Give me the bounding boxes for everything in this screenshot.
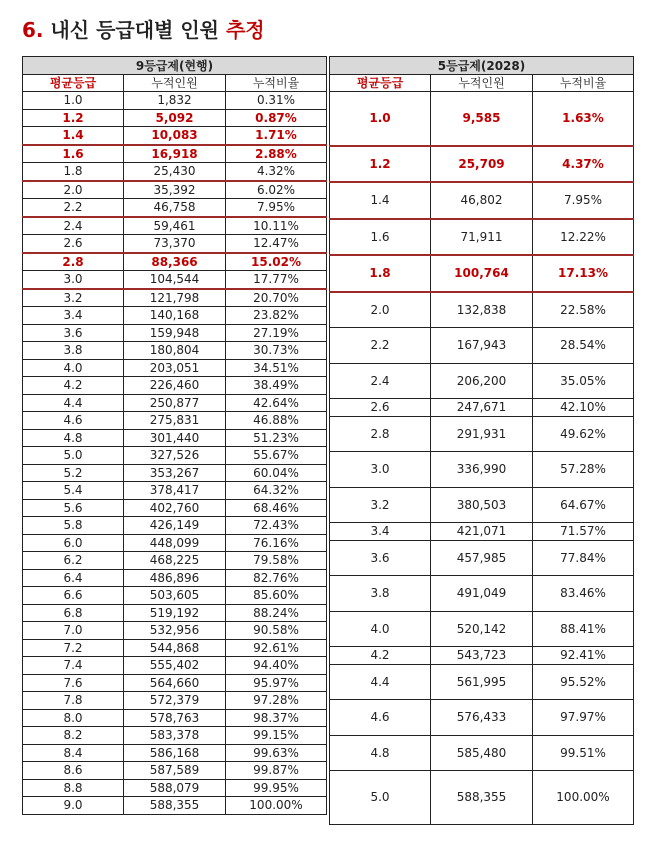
cell-count: 59,461 <box>124 217 226 235</box>
cell-count: 275,831 <box>124 412 226 430</box>
cell-count: 5,092 <box>124 109 226 127</box>
table-row <box>330 664 634 700</box>
cell-grade: 1.8 <box>23 163 124 181</box>
cell-grade: 5.0 <box>23 447 124 465</box>
table-row <box>23 324 327 342</box>
cell-grade: 2.4 <box>23 217 124 235</box>
cell-grade: 6.4 <box>23 569 124 587</box>
cell-count: 291,931 <box>431 416 533 452</box>
cell-ratio: 6.02% <box>226 181 327 199</box>
section-number: 6. <box>22 18 44 42</box>
cell-count: 167,943 <box>431 328 533 364</box>
cell-ratio: 12.47% <box>226 235 327 253</box>
table-row <box>23 674 327 692</box>
cell-grade: 7.4 <box>23 657 124 675</box>
table-row <box>330 540 634 576</box>
table-row <box>23 447 327 465</box>
table-row <box>23 552 327 570</box>
cell-grade: 7.2 <box>23 639 124 657</box>
cell-ratio: 71.57% <box>533 523 634 541</box>
table-row <box>23 744 327 762</box>
cell-count: 1,832 <box>124 92 226 110</box>
cell-ratio: 46.88% <box>226 412 327 430</box>
cell-ratio: 100.00% <box>533 771 634 825</box>
cell-grade: 4.6 <box>23 412 124 430</box>
table-row <box>23 517 327 535</box>
cell-count: 16,918 <box>124 145 226 163</box>
table-row <box>23 499 327 517</box>
cell-ratio: 97.97% <box>533 700 634 736</box>
table-row <box>23 307 327 325</box>
five-grade-table-body <box>330 92 634 825</box>
table-row <box>330 292 634 328</box>
cell-ratio: 57.28% <box>533 452 634 488</box>
cell-ratio: 100.00% <box>226 797 327 815</box>
col-header-grade: 평균등급 <box>23 75 124 92</box>
table-row <box>23 394 327 412</box>
cell-grade: 2.8 <box>330 416 431 452</box>
cell-count: 583,378 <box>124 727 226 745</box>
cell-count: 544,868 <box>124 639 226 657</box>
cell-ratio: 68.46% <box>226 499 327 517</box>
table-row <box>330 146 634 183</box>
five-grade-table <box>329 56 634 825</box>
cell-count: 426,149 <box>124 517 226 535</box>
cell-ratio: 60.04% <box>226 464 327 482</box>
cell-count: 25,430 <box>124 163 226 181</box>
cell-grade: 5.4 <box>23 482 124 500</box>
cell-count: 588,079 <box>124 779 226 797</box>
nine-grade-group-header: 9등급제(현행) <box>23 57 327 75</box>
cell-ratio: 72.43% <box>226 517 327 535</box>
table-row <box>23 145 327 163</box>
cell-count: 100,764 <box>431 255 533 292</box>
cell-grade: 4.2 <box>330 647 431 665</box>
section-title-highlight: 추정 <box>225 18 265 42</box>
table-row <box>330 700 634 736</box>
cell-grade: 5.8 <box>23 517 124 535</box>
cell-count: 578,763 <box>124 709 226 727</box>
table-row <box>23 604 327 622</box>
cell-ratio: 99.87% <box>226 762 327 780</box>
cell-grade: 1.2 <box>330 146 431 183</box>
cell-grade: 6.2 <box>23 552 124 570</box>
cell-count: 180,804 <box>124 342 226 360</box>
cell-count: 380,503 <box>431 487 533 523</box>
table-row <box>330 647 634 665</box>
cell-count: 520,142 <box>431 611 533 647</box>
cell-grade: 1.4 <box>330 182 431 219</box>
table-row <box>23 639 327 657</box>
table-row <box>23 482 327 500</box>
cell-ratio: 95.97% <box>226 674 327 692</box>
cell-grade: 3.4 <box>23 307 124 325</box>
cell-ratio: 12.22% <box>533 219 634 256</box>
cell-count: 226,460 <box>124 377 226 395</box>
cell-grade: 1.4 <box>23 127 124 145</box>
table-row <box>23 163 327 181</box>
cell-count: 203,051 <box>124 359 226 377</box>
cell-grade: 6.8 <box>23 604 124 622</box>
cell-grade: 3.8 <box>23 342 124 360</box>
five-grade-group-header: 5등급제(2028) <box>330 57 634 75</box>
cell-count: 25,709 <box>431 146 533 183</box>
cell-count: 572,379 <box>124 692 226 710</box>
col-header-count: 누적인원 <box>431 75 533 92</box>
cell-count: 576,433 <box>431 700 533 736</box>
cell-count: 140,168 <box>124 307 226 325</box>
cell-count: 327,526 <box>124 447 226 465</box>
cell-grade: 8.0 <box>23 709 124 727</box>
cell-ratio: 17.77% <box>226 271 327 289</box>
table-row <box>23 622 327 640</box>
cell-ratio: 82.76% <box>226 569 327 587</box>
cell-ratio: 99.63% <box>226 744 327 762</box>
page-title <box>22 14 265 43</box>
cell-grade: 3.0 <box>23 271 124 289</box>
cell-grade: 3.2 <box>330 487 431 523</box>
cell-grade: 4.8 <box>330 735 431 771</box>
cell-grade: 1.2 <box>23 109 124 127</box>
cell-count: 9,585 <box>431 92 533 146</box>
cell-grade: 1.6 <box>330 219 431 256</box>
cell-count: 564,660 <box>124 674 226 692</box>
cell-grade: 3.0 <box>330 452 431 488</box>
table-row <box>23 534 327 552</box>
cell-count: 532,956 <box>124 622 226 640</box>
cell-count: 519,192 <box>124 604 226 622</box>
cell-grade: 3.6 <box>23 324 124 342</box>
table-row <box>330 363 634 399</box>
cell-grade: 8.2 <box>23 727 124 745</box>
cell-grade: 5.2 <box>23 464 124 482</box>
cell-grade: 4.0 <box>23 359 124 377</box>
cell-grade: 7.0 <box>23 622 124 640</box>
cell-grade: 2.4 <box>330 363 431 399</box>
cell-count: 378,417 <box>124 482 226 500</box>
table-row <box>23 199 327 217</box>
cell-ratio: 99.95% <box>226 779 327 797</box>
cell-ratio: 76.16% <box>226 534 327 552</box>
cell-grade: 4.6 <box>330 700 431 736</box>
table-row <box>330 92 634 146</box>
cell-count: 88,366 <box>124 253 226 271</box>
cell-ratio: 64.67% <box>533 487 634 523</box>
table-row <box>23 289 327 307</box>
cell-count: 71,911 <box>431 219 533 256</box>
cell-count: 121,798 <box>124 289 226 307</box>
cell-grade: 2.0 <box>23 181 124 199</box>
cell-grade: 8.8 <box>23 779 124 797</box>
cell-ratio: 0.31% <box>226 92 327 110</box>
cell-ratio: 35.05% <box>533 363 634 399</box>
cell-ratio: 1.63% <box>533 92 634 146</box>
cell-count: 448,099 <box>124 534 226 552</box>
cell-count: 10,083 <box>124 127 226 145</box>
cell-ratio: 23.82% <box>226 307 327 325</box>
cell-grade: 5.6 <box>23 499 124 517</box>
table-row <box>330 452 634 488</box>
table-row <box>23 127 327 145</box>
cell-ratio: 28.54% <box>533 328 634 364</box>
cell-count: 585,480 <box>431 735 533 771</box>
table-row <box>330 771 634 825</box>
cell-ratio: 99.15% <box>226 727 327 745</box>
cell-count: 159,948 <box>124 324 226 342</box>
cell-ratio: 99.51% <box>533 735 634 771</box>
table-row <box>23 109 327 127</box>
cell-grade: 2.8 <box>23 253 124 271</box>
cell-ratio: 88.41% <box>533 611 634 647</box>
cell-ratio: 34.51% <box>226 359 327 377</box>
cell-count: 555,402 <box>124 657 226 675</box>
cell-grade: 1.6 <box>23 145 124 163</box>
cell-count: 35,392 <box>124 181 226 199</box>
cell-grade: 8.6 <box>23 762 124 780</box>
cell-ratio: 55.67% <box>226 447 327 465</box>
cell-ratio: 51.23% <box>226 429 327 447</box>
table-row <box>23 797 327 815</box>
cell-ratio: 15.02% <box>226 253 327 271</box>
col-header-ratio: 누적비율 <box>226 75 327 92</box>
cell-ratio: 42.10% <box>533 399 634 417</box>
cell-ratio: 95.52% <box>533 664 634 700</box>
cell-count: 336,990 <box>431 452 533 488</box>
table-row <box>23 271 327 289</box>
cell-count: 486,896 <box>124 569 226 587</box>
cell-ratio: 2.88% <box>226 145 327 163</box>
cell-grade: 7.6 <box>23 674 124 692</box>
cell-grade: 2.6 <box>330 399 431 417</box>
cell-ratio: 17.13% <box>533 255 634 292</box>
cell-ratio: 83.46% <box>533 576 634 612</box>
table-row <box>23 181 327 199</box>
cell-ratio: 4.32% <box>226 163 327 181</box>
cell-grade: 5.0 <box>330 771 431 825</box>
cell-count: 588,355 <box>124 797 226 815</box>
cell-grade: 4.4 <box>23 394 124 412</box>
cell-grade: 2.2 <box>23 199 124 217</box>
cell-count: 206,200 <box>431 363 533 399</box>
cell-ratio: 42.64% <box>226 394 327 412</box>
cell-ratio: 97.28% <box>226 692 327 710</box>
table-row <box>23 217 327 235</box>
col-header-count: 누적인원 <box>124 75 226 92</box>
cell-count: 543,723 <box>431 647 533 665</box>
cell-ratio: 0.87% <box>226 109 327 127</box>
cell-ratio: 94.40% <box>226 657 327 675</box>
nine-grade-table <box>22 56 327 815</box>
table-row <box>330 328 634 364</box>
cell-grade: 8.4 <box>23 744 124 762</box>
table-row <box>23 762 327 780</box>
cell-grade: 2.0 <box>330 292 431 328</box>
table-row <box>23 779 327 797</box>
cell-grade: 4.2 <box>23 377 124 395</box>
cell-ratio: 7.95% <box>226 199 327 217</box>
table-row <box>23 727 327 745</box>
cell-grade: 4.8 <box>23 429 124 447</box>
cell-count: 73,370 <box>124 235 226 253</box>
cell-grade: 1.0 <box>330 92 431 146</box>
cell-count: 561,995 <box>431 664 533 700</box>
cell-ratio: 38.49% <box>226 377 327 395</box>
cell-count: 586,168 <box>124 744 226 762</box>
cell-count: 503,605 <box>124 587 226 605</box>
cell-count: 104,544 <box>124 271 226 289</box>
table-row <box>330 611 634 647</box>
table-row <box>23 377 327 395</box>
cell-ratio: 79.58% <box>226 552 327 570</box>
cell-count: 402,760 <box>124 499 226 517</box>
table-row <box>330 416 634 452</box>
cell-ratio: 27.19% <box>226 324 327 342</box>
cell-ratio: 22.58% <box>533 292 634 328</box>
cell-grade: 4.0 <box>330 611 431 647</box>
table-row <box>330 523 634 541</box>
cell-grade: 3.8 <box>330 576 431 612</box>
cell-count: 421,071 <box>431 523 533 541</box>
table-row <box>23 92 327 110</box>
table-row <box>23 412 327 430</box>
table-row <box>330 487 634 523</box>
table-row <box>23 342 327 360</box>
cell-count: 132,838 <box>431 292 533 328</box>
cell-ratio: 7.95% <box>533 182 634 219</box>
table-row <box>330 576 634 612</box>
col-header-grade: 평균등급 <box>330 75 431 92</box>
cell-ratio: 92.41% <box>533 647 634 665</box>
cell-grade: 6.6 <box>23 587 124 605</box>
table-row <box>23 569 327 587</box>
table-row <box>23 253 327 271</box>
cell-grade: 4.4 <box>330 664 431 700</box>
cell-count: 301,440 <box>124 429 226 447</box>
cell-grade: 3.6 <box>330 540 431 576</box>
cell-grade: 3.4 <box>330 523 431 541</box>
table-row <box>330 219 634 256</box>
table-row <box>23 657 327 675</box>
cell-count: 46,758 <box>124 199 226 217</box>
cell-grade: 1.0 <box>23 92 124 110</box>
cell-grade: 6.0 <box>23 534 124 552</box>
table-row <box>330 399 634 417</box>
nine-grade-table-body <box>23 92 327 815</box>
table-row <box>23 359 327 377</box>
cell-ratio: 20.70% <box>226 289 327 307</box>
table-row <box>23 587 327 605</box>
table-row <box>23 235 327 253</box>
cell-count: 46,802 <box>431 182 533 219</box>
cell-ratio: 85.60% <box>226 587 327 605</box>
table-row <box>330 735 634 771</box>
table-row <box>330 255 634 292</box>
col-header-ratio: 누적비율 <box>533 75 634 92</box>
cell-ratio: 4.37% <box>533 146 634 183</box>
cell-grade: 3.2 <box>23 289 124 307</box>
cell-ratio: 1.71% <box>226 127 327 145</box>
cell-grade: 7.8 <box>23 692 124 710</box>
cell-ratio: 92.61% <box>226 639 327 657</box>
cell-count: 457,985 <box>431 540 533 576</box>
cell-ratio: 30.73% <box>226 342 327 360</box>
cell-grade: 1.8 <box>330 255 431 292</box>
cell-count: 588,355 <box>431 771 533 825</box>
cell-count: 587,589 <box>124 762 226 780</box>
table-row <box>23 464 327 482</box>
cell-ratio: 77.84% <box>533 540 634 576</box>
cell-grade: 9.0 <box>23 797 124 815</box>
cell-ratio: 98.37% <box>226 709 327 727</box>
section-title-text: 내신 등급대별 인원 <box>50 18 219 42</box>
cell-ratio: 88.24% <box>226 604 327 622</box>
table-row <box>23 429 327 447</box>
table-row <box>23 709 327 727</box>
cell-grade: 2.6 <box>23 235 124 253</box>
cell-ratio: 90.58% <box>226 622 327 640</box>
cell-count: 250,877 <box>124 394 226 412</box>
table-row <box>23 692 327 710</box>
cell-ratio: 49.62% <box>533 416 634 452</box>
cell-count: 247,671 <box>431 399 533 417</box>
cell-grade: 2.2 <box>330 328 431 364</box>
cell-count: 491,049 <box>431 576 533 612</box>
cell-ratio: 10.11% <box>226 217 327 235</box>
cell-count: 468,225 <box>124 552 226 570</box>
cell-ratio: 64.32% <box>226 482 327 500</box>
table-row <box>330 182 634 219</box>
cell-count: 353,267 <box>124 464 226 482</box>
